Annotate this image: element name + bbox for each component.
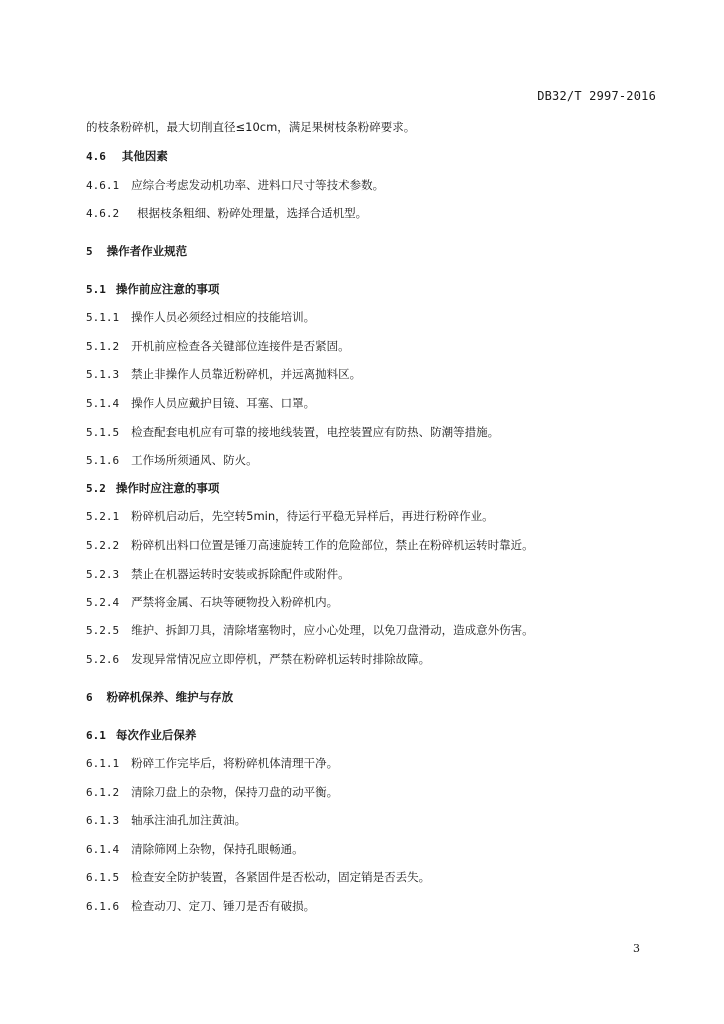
clause-number: 6.1.2: [86, 786, 120, 799]
clause-text: 操作人员应戴护目镜、耳塞、口罩。: [131, 396, 316, 410]
clause-text: 轴承注油孔加注黄油。: [131, 813, 247, 827]
section-number: 5.1: [86, 283, 106, 296]
clause-number: 5.2.4: [86, 596, 120, 609]
clause-number: 5.1.2: [86, 340, 120, 353]
clause-number: 5.2.3: [86, 568, 120, 581]
clause-5-1-3: [86, 366, 361, 383]
section-number: 4.6: [86, 150, 106, 163]
clause-6-1-4: [86, 841, 304, 858]
continuation-text: 的枝条粉碎机，最大切削直径≤10cm，满足果树枝条粉碎要求。: [86, 120, 416, 134]
section-number: 6.1: [86, 729, 106, 742]
clause-text: 工作场所须通风、防火。: [131, 453, 258, 467]
clause-4-6-2: [86, 205, 367, 222]
clause-5-1-6: [86, 452, 258, 469]
heading-6: [86, 689, 233, 706]
clause-5-1-4: [86, 395, 315, 412]
clause-number: 5.2.6: [86, 653, 120, 666]
clause-number: 5.1.5: [86, 426, 120, 439]
clause-text: 操作人员必须经过相应的技能培训。: [131, 310, 316, 324]
clause-5-2-4: [86, 594, 338, 611]
clause-text: 应综合考虑发动机功率、进料口尺寸等技术参数。: [131, 178, 385, 192]
clause-5-2-1: [86, 508, 494, 525]
clause-number: 5.2.1: [86, 510, 120, 523]
clause-number: 6.1.4: [86, 843, 120, 856]
clause-text: 发现异常情况应立即停机，严禁在粉碎机运转时排除故障。: [131, 652, 431, 666]
clause-text: 严禁将金属、石块等硬物投入粉碎机内。: [131, 595, 339, 609]
page-number: 3: [633, 942, 640, 955]
clause-number: 5.1.3: [86, 368, 120, 381]
heading-5: [86, 243, 187, 260]
clause-6-1-3: [86, 812, 246, 829]
clause-6-1-2: [86, 784, 338, 801]
heading-5-2: [86, 480, 219, 497]
clause-5-2-6: [86, 651, 430, 668]
heading-4-6: [86, 148, 168, 165]
clause-5-2-3: [86, 566, 350, 583]
clause-text: 清除筛网上杂物，保持孔眼畅通。: [131, 842, 304, 856]
section-title: 操作前应注意的事项: [115, 282, 220, 296]
clause-number: 6.1.6: [86, 900, 120, 913]
clause-number: 4.6.1: [86, 179, 120, 192]
section-number: 5: [86, 245, 93, 258]
section-title: 操作时应注意的事项: [115, 481, 220, 495]
clause-6-1-6: [86, 898, 315, 915]
clause-text: 根据枝条粗细、粉碎处理量，选择合适机型。: [137, 206, 368, 220]
clause-6-1-1: [86, 755, 338, 772]
clause-text: 粉碎机启动后，先空转5min，待运行平稳无异样后，再进行粉碎作业。: [131, 509, 494, 523]
section-title: 粉碎机保养、维护与存放: [106, 690, 234, 704]
clause-text: 检查安全防护装置，各紧固件是否松动，固定销是否丢失。: [131, 870, 431, 884]
section-title: 操作者作业规范: [106, 244, 188, 258]
clause-text: 维护、拆卸刀具，清除堵塞物时，应小心处理，以免刀盘滑动，造成意外伤害。: [131, 623, 534, 637]
clause-text: 禁止在机器运转时安装或拆除配件或附件。: [131, 567, 350, 581]
clause-text: 粉碎机出料口位置是锤刀高速旋转工作的危险部位，禁止在粉碎机运转时靠近。: [131, 538, 534, 552]
section-number: 6: [86, 691, 93, 704]
clause-5-1-2: [86, 338, 350, 355]
clause-number: 6.1.3: [86, 814, 120, 827]
clause-text: 清除刀盘上的杂物，保持刀盘的动平衡。: [131, 785, 339, 799]
clause-4-6-1: [86, 177, 384, 194]
clause-number: 4.6.2: [86, 207, 120, 220]
clause-number: 6.1.1: [86, 757, 120, 770]
clause-5-2-2: [86, 537, 534, 554]
clause-number: 5.1.4: [86, 397, 120, 410]
clause-5-1-1: [86, 309, 315, 326]
clause-text: 检查动刀、定刀、锤刀是否有破损。: [131, 899, 316, 913]
clause-text: 检查配套电机应有可靠的接地线装置，电控装置应有防热、防潮等措施。: [131, 425, 500, 439]
clause-number: 5.1.1: [86, 311, 120, 324]
heading-6-1: [86, 727, 196, 744]
section-title: 每次作业后保养: [115, 728, 197, 742]
clause-6-1-5: [86, 869, 430, 886]
standard-code: DB32/T 2997-2016: [537, 89, 656, 103]
section-number: 5.2: [86, 482, 106, 495]
heading-5-1: [86, 281, 219, 298]
clause-text: 开机前应检查各关键部位连接件是否紧固。: [131, 339, 350, 353]
clause-number: 5.1.6: [86, 454, 120, 467]
clause-text: 粉碎工作完毕后，将粉碎机体清理干净。: [131, 756, 339, 770]
clause-number: 5.2.5: [86, 624, 120, 637]
clause-number: 6.1.5: [86, 871, 120, 884]
section-title: 其他因素: [121, 149, 168, 163]
clause-number: 5.2.2: [86, 539, 120, 552]
clause-text: 禁止非操作人员靠近粉碎机，并远离抛料区。: [131, 367, 362, 381]
clause-5-2-5: [86, 622, 534, 639]
clause-5-1-5: [86, 424, 499, 441]
